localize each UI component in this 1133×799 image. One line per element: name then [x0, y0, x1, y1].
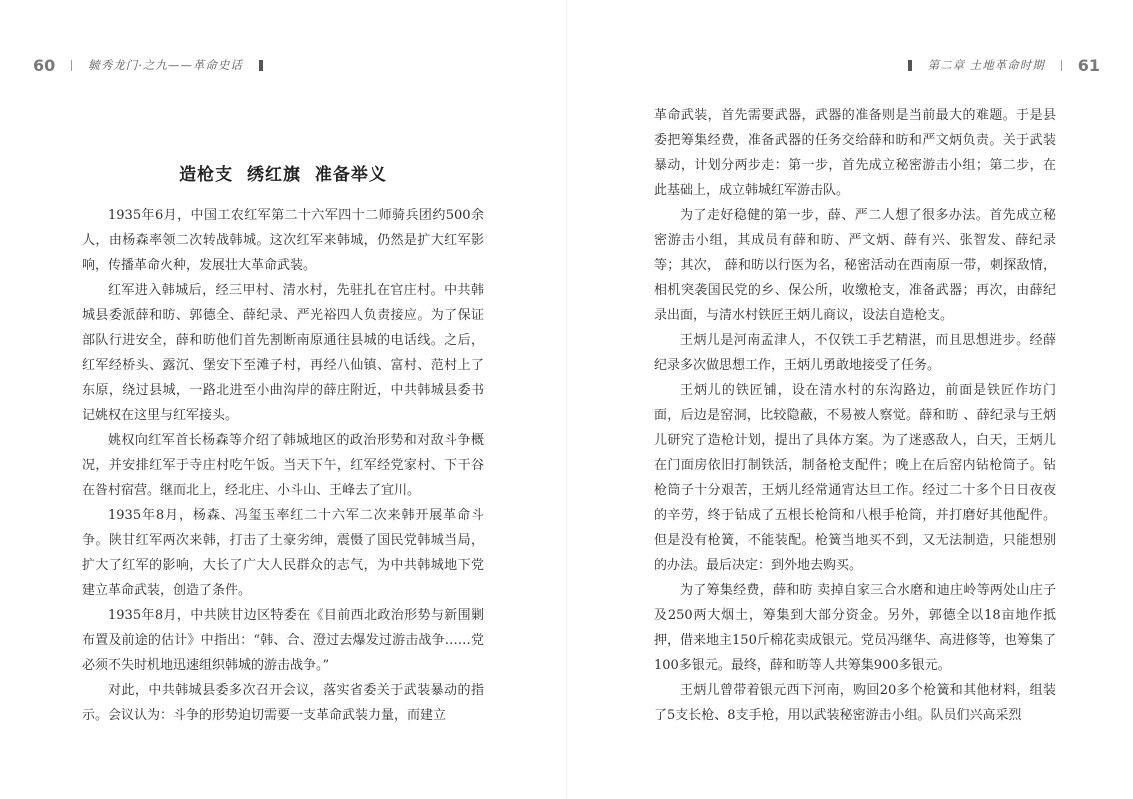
paragraph: 1935年8月，杨森、冯玺玉率红二十六军二次来韩开展革命斗争。陕甘红军两次来韩，打击了土豪劣绅，震慑了国民党韩城当局，扩大了红军的影响，大长了广大人民群众的志气，为中共韩城地下党建立革命武装，创造了条件。 [82, 508, 484, 598]
header-marker-block [908, 60, 912, 71]
right-running-header [908, 50, 1100, 80]
paragraph: 为了筹集经费，薛和昉 卖掉自家三合水磨和迪庄岭等两处山庄子及250两大烟土，筹集到大部分资金。另外，郭德全以18亩地作抵押，借来地主150斤棉花卖成银元。党员冯继华、高进修等，也筹集了100多银元。最终，薛和昉等人共筹集900多银元。 [654, 583, 1056, 673]
left-page [0, 0, 566, 799]
right-body-text [654, 103, 1056, 728]
paragraph: 姚权向红军首长杨森等介绍了韩城地区的政治形势和对敌斗争概况，并安排红军于寺庄村吃午饭。当天下午，红军经党家村、下干谷在昝村宿营。继而北上，经北庄、小斗山、王峰去了宜川。 [82, 433, 484, 498]
right-page-number: 61 [1077, 55, 1100, 75]
header-separator [71, 60, 72, 71]
header-marker-block [259, 60, 263, 71]
paragraph: 对此，中共韩城县委多次召开会议，落实省委关于武装暴动的指示。会议认为：斗争的形势迫切需要一支革命武装力量，而建立 [82, 683, 484, 723]
left-page-number: 60 [33, 55, 56, 75]
paragraph: 王炳儿的铁匠铺，设在清水村的东沟路边，前面是铁匠作坊门面，后边是窑洞，比较隐蔽，不易被人察觉。薛和昉 、薛纪录与王炳儿研究了造枪计划，提出了具体方案。为了迷惑敌人，白天，王炳儿在门面房依旧打制铁活，制备枪支配件；晚上在后窑内钻枪筒子。钻枪筒子十分艰苦，王炳儿经常通宵达旦工作。经过二十多个日日夜夜的辛劳，终于钻成了五根长枪筒和八根手枪筒，并打磨好其他配件。但是没有枪簧，不能装配。枪簧当地买不到，又无法制造，只能想别的办法。最后决定：到外地去购买。 [654, 383, 1056, 573]
paragraph: 为了走好稳健的第一步，薛、严二人想了很多办法。首先成立秘密游击小组，其成员有薛和昉、严文炳、薛有兴、张智发、薛纪录等；其次， 薛和昉以行医为名，秘密活动在西南原一带，刺探敌情，相机突袭国民党的乡、保公所，收缴枪支，准备武器；再次，由薛纪录出面，与清水村铁匠王炳儿商议，设法自造枪支。 [654, 208, 1056, 323]
left-body-text [82, 203, 484, 728]
paragraph: 王炳儿是河南孟津人，不仅铁工手艺精湛，而且思想进步。经薛纪录多次做思想工作，王炳儿勇敢地接受了任务。 [654, 333, 1056, 373]
right-page [567, 0, 1133, 799]
paragraph: 1935年6月，中国工农红军第二十六军四十二师骑兵团约500余人，由杨森率领二次转战韩城。这次红军来韩城，仍然是扩大红军影响，传播革命火种，发展壮大革命武装。 [82, 208, 484, 273]
left-running-header [33, 50, 263, 80]
section-title: 造枪支 绣红旗 准备举义 [179, 165, 387, 185]
header-separator [1061, 60, 1062, 71]
paragraph: 王炳儿曾带着银元西下河南，购回20多个枪簧和其他材料，组装了5支长枪、8支手枪，用以武装秘密游击小组。队员们兴高采烈 [654, 683, 1056, 723]
paragraph: 1935年8月，中共陕甘边区特委在《目前西北政治形势与新围剿布置及前途的估计》中指出：“韩、合、澄过去爆发过游击战争……党必须不失时机地迅速组织韩城的游击战争。” [82, 608, 484, 673]
paragraph: 革命武装，首先需要武器，武器的准备则是当前最大的难题。于是县委把筹集经费，准备武器的任务交给薛和昉和严文炳负责。关于武装暴动，计划分两步走：第一步，首先成立秘密游击小组；第二步，在此基础上，成立韩城红军游击队。 [654, 108, 1056, 198]
book-title: 毓秀龙门·之九——革命史话 [88, 58, 243, 72]
chapter-title: 第二章 土地革命时期 [927, 58, 1045, 72]
paragraph: 红军进入韩城后，经三甲村、清水村，先驻扎在官庄村。中共韩城县委派薛和昉、郭德全、薛纪录、严光裕四人负责接应。为了保证部队行进安全，薛和昉他们首先割断南原通往县城的电话线。之后，红军经桥头、露沉、堡安下至滩子村，再经八仙镇、富村、范村上了东原，绕过县城，一路北进至小曲沟岸的薛庄附近，中共韩城县委书记姚权在这里与红军接头。 [82, 283, 484, 423]
